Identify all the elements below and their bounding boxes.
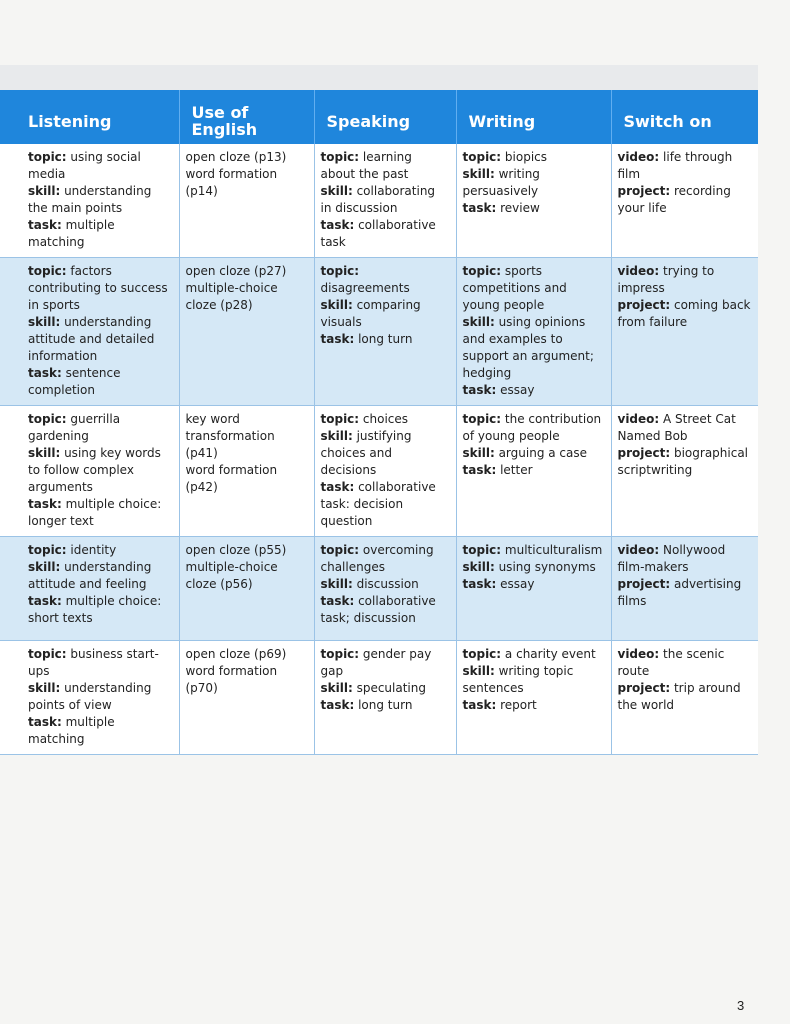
entry-value: gender pay gap bbox=[320, 647, 432, 678]
entry-value: factors contributing to success in sports bbox=[28, 264, 168, 312]
cell-entry bbox=[186, 263, 308, 280]
cell-entry bbox=[28, 496, 173, 530]
use-of-english-cell bbox=[179, 144, 314, 258]
entry-key: skill: bbox=[28, 681, 61, 695]
entry-value: disagreements bbox=[320, 281, 410, 295]
contents-table bbox=[0, 90, 758, 755]
entry-key: topic: bbox=[28, 543, 67, 557]
entry-key: topic: bbox=[462, 150, 502, 164]
entry-value: recording your life bbox=[617, 184, 731, 215]
entry-value: essay bbox=[496, 577, 535, 591]
cell-entry bbox=[186, 663, 308, 697]
entry-value: open cloze (p13) bbox=[185, 150, 287, 164]
entry-key: video: bbox=[617, 264, 660, 278]
speaking-cell bbox=[314, 406, 456, 537]
entry-value: long turn bbox=[354, 332, 413, 346]
entry-value: open cloze (p27) bbox=[185, 264, 287, 278]
listening-cell bbox=[0, 537, 179, 641]
use-of-english-cell bbox=[179, 258, 314, 406]
entry-key: skill: bbox=[320, 184, 353, 198]
entry-value: justifying choices and decisions bbox=[320, 429, 412, 477]
speaking-cell bbox=[314, 144, 456, 258]
entry-value: speculating bbox=[352, 681, 426, 695]
writing-cell bbox=[456, 406, 611, 537]
cell-entry bbox=[321, 646, 450, 680]
cell-entry bbox=[28, 314, 173, 365]
entry-value: multiple choice: short texts bbox=[28, 594, 162, 625]
cell-entry bbox=[28, 183, 173, 217]
entry-value: report bbox=[496, 698, 537, 712]
cell-entry bbox=[463, 382, 605, 399]
cell-entry bbox=[463, 263, 605, 314]
entry-key: topic: bbox=[28, 647, 67, 661]
entry-value: word formation (p42) bbox=[185, 463, 278, 494]
use-of-english-cell bbox=[179, 537, 314, 641]
cell-entry bbox=[463, 411, 605, 445]
entry-key: task: bbox=[320, 594, 355, 608]
entry-value: collaborative task: decision question bbox=[320, 480, 436, 528]
entry-key: skill: bbox=[320, 298, 353, 312]
cell-entry bbox=[463, 576, 605, 593]
header-switch-on: Switch on bbox=[611, 90, 758, 144]
entry-value: the contribution of young people bbox=[462, 412, 602, 443]
cell-entry bbox=[28, 365, 173, 399]
entry-key: task: bbox=[320, 218, 355, 232]
entry-key: task: bbox=[462, 698, 497, 712]
entry-key: topic: bbox=[462, 543, 502, 557]
entry-key: topic: bbox=[462, 264, 502, 278]
entry-key: project: bbox=[617, 184, 671, 198]
entry-key: task: bbox=[320, 480, 355, 494]
entry-key: skill: bbox=[28, 560, 61, 574]
entry-value: understanding points of view bbox=[28, 681, 152, 712]
table-body bbox=[0, 144, 758, 755]
entry-key: topic: bbox=[320, 647, 360, 661]
cell-entry bbox=[618, 680, 753, 714]
entry-value: word formation (p70) bbox=[185, 664, 278, 695]
cell-entry bbox=[463, 149, 605, 166]
entry-value: review bbox=[496, 201, 540, 215]
entry-key: topic: bbox=[28, 264, 67, 278]
entry-key: skill: bbox=[320, 577, 353, 591]
cell-entry bbox=[321, 479, 450, 530]
cell-entry bbox=[28, 149, 173, 183]
entry-value: using opinions and examples to support an argument; hedging bbox=[462, 315, 594, 380]
entry-value: identity bbox=[66, 543, 117, 557]
entry-key: skill: bbox=[462, 315, 495, 329]
cell-entry bbox=[463, 445, 605, 462]
table-row bbox=[0, 641, 758, 755]
cell-entry bbox=[618, 542, 753, 576]
entry-key: project: bbox=[617, 577, 671, 591]
entry-key: topic: bbox=[320, 264, 360, 278]
entry-value: biopics bbox=[501, 150, 548, 164]
entry-key: task: bbox=[28, 366, 62, 380]
entry-key: task: bbox=[320, 698, 355, 712]
entry-value: life through film bbox=[617, 150, 733, 181]
bleed-through-title bbox=[749, 6, 756, 29]
entry-value: learning about the past bbox=[320, 150, 412, 181]
entry-value: understanding the main points bbox=[28, 184, 152, 215]
entry-key: task: bbox=[28, 218, 62, 232]
listening-cell bbox=[0, 641, 179, 755]
cell-entry bbox=[186, 280, 308, 314]
cell-entry bbox=[463, 663, 605, 697]
entry-value: essay bbox=[496, 383, 535, 397]
cell-entry bbox=[463, 200, 605, 217]
cell-entry bbox=[28, 680, 173, 714]
entry-value: key word transformation (p41) bbox=[185, 412, 275, 460]
entry-key: task: bbox=[462, 383, 497, 397]
entry-key: skill: bbox=[28, 315, 61, 329]
entry-value: multiple matching bbox=[28, 715, 115, 746]
entry-key: skill: bbox=[28, 446, 61, 460]
entry-value: multiple matching bbox=[28, 218, 115, 249]
cell-entry bbox=[28, 411, 173, 445]
entry-value: a charity event bbox=[501, 647, 596, 661]
entry-key: topic: bbox=[320, 412, 360, 426]
writing-cell bbox=[456, 641, 611, 755]
cell-entry bbox=[463, 542, 605, 559]
entry-key: task: bbox=[28, 497, 62, 511]
entry-value: overcoming challenges bbox=[320, 543, 434, 574]
cell-entry bbox=[463, 697, 605, 714]
entry-key: skill: bbox=[462, 167, 495, 181]
entry-value: sports competitions and young people bbox=[462, 264, 567, 312]
cell-entry bbox=[618, 445, 753, 479]
entry-value: understanding attitude and detailed information bbox=[28, 315, 155, 363]
cell-entry bbox=[618, 183, 753, 217]
entry-value: using key words to follow complex arguments bbox=[28, 446, 161, 494]
switch-on-cell bbox=[611, 144, 758, 258]
entry-value: multiple-choice cloze (p56) bbox=[185, 560, 278, 591]
entry-key: task: bbox=[28, 715, 62, 729]
entry-key: project: bbox=[617, 446, 671, 460]
speaking-cell bbox=[314, 537, 456, 641]
entry-key: skill: bbox=[320, 429, 353, 443]
entry-value: trying to impress bbox=[617, 264, 715, 295]
cell-entry bbox=[321, 428, 450, 479]
entry-value: multiculturalism bbox=[501, 543, 603, 557]
listening-cell bbox=[0, 258, 179, 406]
entry-value: writing topic sentences bbox=[462, 664, 574, 695]
cell-entry bbox=[618, 149, 753, 183]
entry-key: skill: bbox=[320, 681, 353, 695]
cell-entry bbox=[28, 559, 173, 593]
cell-entry bbox=[28, 263, 173, 314]
entry-key: task: bbox=[320, 332, 355, 346]
entry-key: topic: bbox=[320, 150, 360, 164]
speaking-cell bbox=[314, 258, 456, 406]
cell-entry bbox=[463, 646, 605, 663]
cell-entry bbox=[321, 576, 450, 593]
entry-key: topic: bbox=[462, 412, 502, 426]
entry-key: skill: bbox=[462, 446, 495, 460]
entry-key: task: bbox=[28, 594, 62, 608]
entry-value: coming back from failure bbox=[617, 298, 751, 329]
writing-cell bbox=[456, 144, 611, 258]
speaking-cell bbox=[314, 641, 456, 755]
entry-value: open cloze (p55) bbox=[185, 543, 287, 557]
listening-cell bbox=[0, 406, 179, 537]
cell-entry bbox=[321, 263, 450, 297]
entry-key: task: bbox=[462, 463, 497, 477]
entry-value: arguing a case bbox=[494, 446, 588, 460]
entry-value: using social media bbox=[28, 150, 141, 181]
entry-value: discussion bbox=[352, 577, 419, 591]
header-listening: Listening bbox=[0, 90, 179, 144]
cell-entry bbox=[186, 646, 308, 663]
table-row bbox=[0, 144, 758, 258]
entry-value: word formation (p14) bbox=[185, 167, 278, 198]
entry-value: choices bbox=[359, 412, 409, 426]
entry-value: sentence completion bbox=[28, 366, 121, 397]
cell-entry bbox=[186, 149, 308, 166]
entry-key: topic: bbox=[28, 150, 67, 164]
entry-key: skill: bbox=[462, 664, 495, 678]
entry-key: video: bbox=[617, 543, 660, 557]
cell-entry bbox=[28, 714, 173, 748]
entry-value: advertising films bbox=[617, 577, 742, 608]
entry-value: Nollywood film-makers bbox=[617, 543, 726, 574]
entry-value: understanding attitude and feeling bbox=[28, 560, 152, 591]
page-number: 3 bbox=[737, 998, 745, 1013]
listening-cell bbox=[0, 144, 179, 258]
entry-value: multiple-choice cloze (p28) bbox=[185, 281, 278, 312]
table-row bbox=[0, 537, 758, 641]
entry-key: task: bbox=[462, 201, 497, 215]
entry-value: business start-ups bbox=[28, 647, 159, 678]
use-of-english-cell bbox=[179, 641, 314, 755]
cell-entry bbox=[321, 183, 450, 217]
entry-key: project: bbox=[617, 298, 671, 312]
entry-key: topic: bbox=[462, 647, 502, 661]
cell-entry bbox=[186, 166, 308, 200]
table-row bbox=[0, 258, 758, 406]
cell-entry bbox=[186, 559, 308, 593]
switch-on-cell bbox=[611, 258, 758, 406]
entry-key: video: bbox=[617, 412, 660, 426]
use-of-english-cell bbox=[179, 406, 314, 537]
entry-value: letter bbox=[496, 463, 533, 477]
cell-entry bbox=[321, 680, 450, 697]
cell-entry bbox=[321, 697, 450, 714]
cell-entry bbox=[28, 593, 173, 627]
cell-entry bbox=[463, 559, 605, 576]
cell-entry bbox=[186, 542, 308, 559]
cell-entry bbox=[618, 576, 753, 610]
switch-on-cell bbox=[611, 537, 758, 641]
entry-value: using synonyms bbox=[494, 560, 596, 574]
cell-entry bbox=[321, 411, 450, 428]
cell-entry bbox=[463, 462, 605, 479]
cell-entry bbox=[28, 217, 173, 251]
writing-cell bbox=[456, 537, 611, 641]
cell-entry bbox=[186, 411, 308, 462]
cell-entry bbox=[321, 331, 450, 348]
entry-value: long turn bbox=[354, 698, 413, 712]
switch-on-cell bbox=[611, 406, 758, 537]
entry-value: trip around the world bbox=[617, 681, 741, 712]
entry-value: comparing visuals bbox=[320, 298, 421, 329]
header-speaking: Speaking bbox=[314, 90, 456, 144]
switch-on-cell bbox=[611, 641, 758, 755]
cell-entry bbox=[618, 411, 753, 445]
cell-entry bbox=[618, 297, 753, 331]
cell-entry bbox=[321, 542, 450, 576]
entry-value: biographical scriptwriting bbox=[617, 446, 749, 477]
cell-entry bbox=[618, 646, 753, 680]
entry-key: project: bbox=[617, 681, 671, 695]
cell-entry bbox=[186, 462, 308, 496]
entry-key: task: bbox=[462, 577, 497, 591]
cell-entry bbox=[321, 593, 450, 627]
writing-cell bbox=[456, 258, 611, 406]
entry-key: video: bbox=[617, 150, 660, 164]
entry-value: writing persuasively bbox=[462, 167, 540, 198]
entry-value: A Street Cat Named Bob bbox=[617, 412, 736, 443]
cell-entry bbox=[321, 297, 450, 331]
header-writing: Writing bbox=[456, 90, 611, 144]
cell-entry bbox=[321, 217, 450, 251]
cell-entry bbox=[28, 646, 173, 680]
entry-value: guerrilla gardening bbox=[28, 412, 121, 443]
entry-value: multiple choice: longer text bbox=[28, 497, 162, 528]
cell-entry bbox=[28, 445, 173, 496]
cell-entry bbox=[28, 542, 173, 559]
cell-entry bbox=[463, 166, 605, 200]
entry-value: collaborating in discussion bbox=[320, 184, 436, 215]
entry-value: the scenic route bbox=[617, 647, 725, 678]
entry-key: video: bbox=[617, 647, 660, 661]
entry-key: topic: bbox=[320, 543, 360, 557]
table-header-row bbox=[0, 90, 758, 144]
header-use-of-english: Use of English bbox=[179, 90, 314, 144]
cell-entry bbox=[321, 149, 450, 183]
cell-entry bbox=[618, 263, 753, 297]
table-row bbox=[0, 406, 758, 537]
entry-value: open cloze (p69) bbox=[185, 647, 287, 661]
entry-key: skill: bbox=[28, 184, 61, 198]
entry-value: collaborative task bbox=[320, 218, 436, 249]
entry-key: topic: bbox=[28, 412, 67, 426]
entry-key: skill: bbox=[462, 560, 495, 574]
cell-entry bbox=[463, 314, 605, 382]
entry-value: collaborative task; discussion bbox=[320, 594, 436, 625]
